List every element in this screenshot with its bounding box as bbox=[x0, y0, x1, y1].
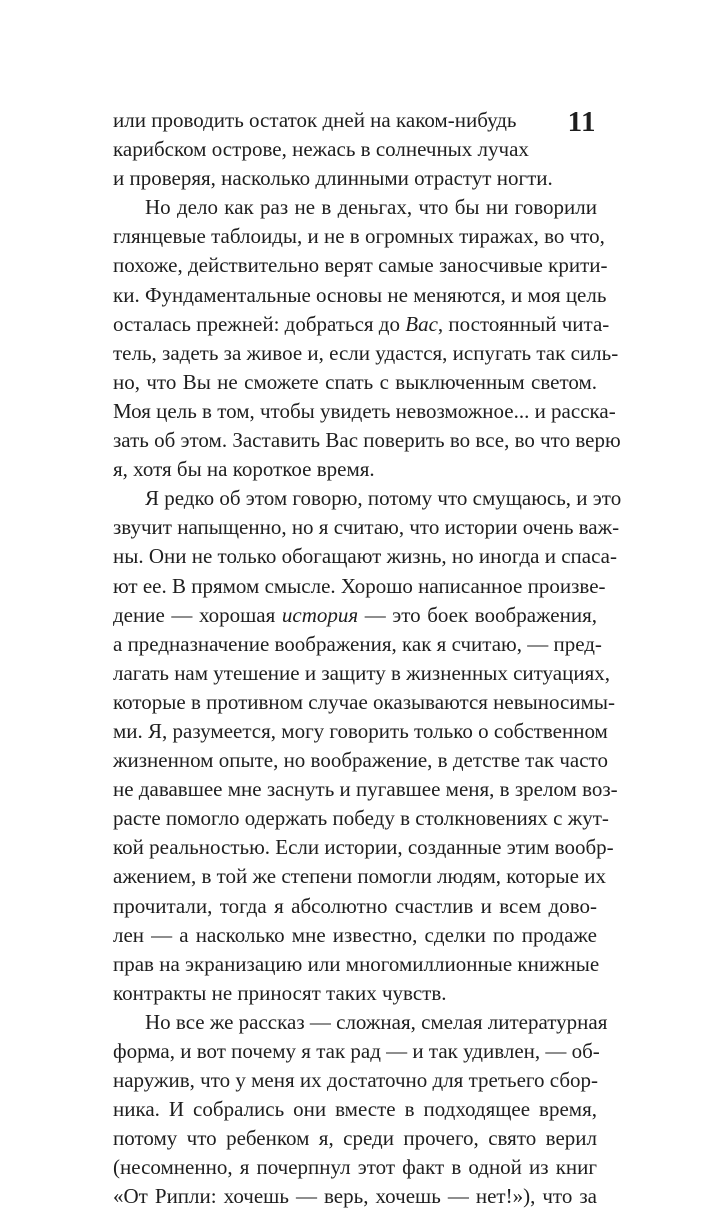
text-line: ажением, в той же степени помогли людям, которые их bbox=[113, 864, 606, 889]
text-line: Но дело как раз не в деньгах, что бы ни говорили bbox=[145, 195, 597, 220]
emphasis: Вас bbox=[405, 311, 438, 336]
text-line: потому что ребенком я, среди прочего, свято верил bbox=[113, 1126, 597, 1151]
body-text bbox=[113, 106, 622, 1212]
text-line: лен — а насколько мне известно, сделки по продаже bbox=[113, 922, 597, 947]
text-line: карибском острове, нежась в солнечных лучах bbox=[113, 137, 529, 162]
paragraph-3 bbox=[113, 484, 622, 1008]
text-line: ны. Они не только обогащают жизнь, но иногда и спаса- bbox=[113, 544, 617, 569]
text-line: контракты не приносят таких чувств. bbox=[113, 980, 447, 1005]
text-line: я, хотя бы на короткое время. bbox=[113, 457, 375, 482]
text-line: и проверяя, насколько длинными отрастут ногти. bbox=[113, 166, 553, 191]
text-line: которые в противном случае оказываются невыносимы- bbox=[113, 689, 615, 714]
text-line: прочитали, тогда я абсолютно счастлив и всем дово- bbox=[113, 893, 597, 918]
page-number: 11 bbox=[567, 106, 596, 138]
text-line: кой реальностью. Если истории, созданные этим вообр- bbox=[113, 835, 614, 860]
paragraph-2 bbox=[113, 193, 621, 484]
text-line: не дававшее мне заснуть и пугавшее меня, в зрелом воз- bbox=[113, 777, 618, 802]
text-line: а предназначение воображения, как я считаю, — пред- bbox=[113, 631, 602, 656]
text-line: звучит напыщенно, но я считаю, что истории очень важ- bbox=[113, 515, 620, 540]
text-line: ют ее. В прямом смысле. Хорошо написанное произве- bbox=[113, 573, 606, 598]
text-line: глянцевые таблоиды, и не в огромных тиражах, во что, bbox=[113, 224, 605, 249]
text-line: дение — хорошая история — это боек воображения, bbox=[113, 602, 597, 627]
text-line: осталась прежней: добраться до Вас, постоянный чита- bbox=[113, 311, 610, 336]
text-line: ми. Я, разумеется, могу говорить только о собственном bbox=[113, 718, 608, 743]
text-line: тель, задеть за живое и, если удастся, испугать так силь- bbox=[113, 340, 619, 365]
text-line: (несомненно, я почерпнул этот факт в одной из книг bbox=[113, 1155, 597, 1180]
text-line: Я редко об этом говорю, потому что смущаюсь, и это bbox=[145, 486, 622, 511]
text-line: Моя цель в том, чтобы увидеть невозможное... и расска- bbox=[113, 398, 616, 423]
text-line: прав на экранизацию или многомиллионные книжные bbox=[113, 951, 600, 976]
text-line: лагать нам утешение и защиту в жизненных ситуациях, bbox=[113, 660, 610, 685]
text-line: жизненном опыте, но воображение, в детстве так часто bbox=[113, 748, 608, 773]
text-line: Но все же рассказ — сложная, смелая литературная bbox=[145, 1009, 608, 1034]
text-line: похоже, действительно верят самые заносчивые крити- bbox=[113, 253, 608, 278]
text-line: расте помогло одержать победу в столкновениях с жут- bbox=[113, 806, 609, 831]
text-line: зать об этом. Заставить Вас поверить во все, во что верю bbox=[113, 428, 621, 453]
paragraph-4 bbox=[113, 1008, 608, 1212]
text-line: но, что Вы не сможете спать с выключенным светом. bbox=[113, 369, 597, 394]
text-line: ника. И собрались они вместе в подходящее время, bbox=[113, 1097, 597, 1122]
text-line: ки. Фундаментальные основы не меняются, и моя цель bbox=[113, 282, 607, 307]
text-line: наружив, что у меня их достаточно для третьего сбор- bbox=[113, 1068, 599, 1093]
text-line: форма, и вот почему я так рад — и так удивлен, — об- bbox=[113, 1039, 600, 1063]
text-line: или проводить остаток дней на каком-нибудь bbox=[113, 108, 517, 132]
emphasis: история bbox=[281, 602, 359, 627]
paragraph-1 bbox=[113, 106, 597, 193]
text-line: «От Рипли: хочешь — верь, хочешь — нет!»), что за bbox=[113, 1184, 597, 1209]
